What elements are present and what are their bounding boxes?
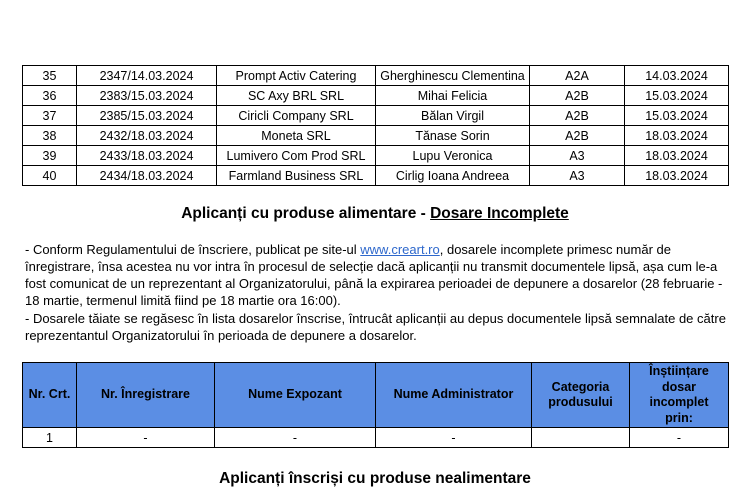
- cell-registration: 2433/18.03.2024: [77, 146, 217, 166]
- cell-administrator: Gherghinescu Clementina: [376, 66, 530, 86]
- table-row: [23, 126, 729, 146]
- section-heading-dosare-incomplete: [0, 203, 750, 224]
- header-nume-expozant: Nume Expozant: [215, 363, 376, 428]
- cell-administrator: Bălan Virgil: [376, 106, 530, 126]
- header-instiintare-dosar: Înștiințare dosar incomplet prin:: [630, 363, 729, 428]
- cell-exhibitor: Lumivero Com Prod SRL: [217, 146, 376, 166]
- cell-exhibitor: SC Axy BRL SRL: [217, 86, 376, 106]
- table-row: [23, 86, 729, 106]
- table-row: [23, 106, 729, 126]
- incomplete-dossiers-table: [22, 362, 729, 448]
- heading-underlined: Dosare Incomplete: [430, 205, 569, 222]
- cell-date: 15.03.2024: [625, 86, 729, 106]
- cell-administrator: Cirlig Ioana Andreea: [376, 166, 530, 186]
- cell-category: A2A: [530, 66, 625, 86]
- header-row: [23, 363, 729, 428]
- cell-administrator: Mihai Felicia: [376, 86, 530, 106]
- cell-crt: 37: [23, 106, 77, 126]
- cell-registration: 2432/18.03.2024: [77, 126, 217, 146]
- cell-administrator: Tănase Sorin: [376, 126, 530, 146]
- registered-applicants-table: [22, 65, 729, 186]
- section-heading-nealimentare: Aplicanți înscriși cu produse nealimentare: [219, 470, 531, 487]
- cell-category: A2B: [530, 86, 625, 106]
- note-1-text-before: - Conform Regulamentului de înscriere, publicat pe site-ul: [25, 242, 361, 257]
- cell-crt: 38: [23, 126, 77, 146]
- cell-exhibitor: -: [215, 428, 376, 448]
- cell-exhibitor: Prompt Activ Catering: [217, 66, 376, 86]
- table-row: [23, 146, 729, 166]
- cell-date: 18.03.2024: [625, 166, 729, 186]
- cell-category: A3: [530, 166, 625, 186]
- cell-crt: 40: [23, 166, 77, 186]
- note-paragraph-2: - Dosarele tăiate se regăsesc în lista dosarelor înscrise, întrucât aplicanții au depus documentele lipsă semnalate de către reprezentantul Organizatorului în perioada de depunere a dosarelor.: [25, 311, 726, 343]
- cell-crt: 1: [23, 428, 77, 448]
- cell-administrator: -: [376, 428, 532, 448]
- cell-registration: 2385/15.03.2024: [77, 106, 217, 126]
- cell-administrator: Lupu Veronica: [376, 146, 530, 166]
- cell-registration: 2347/14.03.2024: [77, 66, 217, 86]
- heading-prefix: Aplicanți cu produse alimentare -: [181, 205, 431, 222]
- cell-category: A2B: [530, 106, 625, 126]
- header-nume-administrator: Nume Administrator: [376, 363, 532, 428]
- cell-registration: 2383/15.03.2024: [77, 86, 217, 106]
- cell-date: 18.03.2024: [625, 146, 729, 166]
- cell-date: 14.03.2024: [625, 66, 729, 86]
- table-row: [23, 66, 729, 86]
- header-categoria-produsului: Categoria produsului: [532, 363, 630, 428]
- cell-notification: -: [630, 428, 729, 448]
- creart-link[interactable]: www.creart.ro: [360, 242, 440, 257]
- cell-crt: 36: [23, 86, 77, 106]
- cell-date: 18.03.2024: [625, 126, 729, 146]
- table-row: [23, 428, 729, 448]
- cell-category: A2B: [530, 126, 625, 146]
- cell-category: [532, 428, 630, 448]
- cell-exhibitor: Farmland Business SRL: [217, 166, 376, 186]
- cell-exhibitor: Ciricli Company SRL: [217, 106, 376, 126]
- cell-registration: -: [77, 428, 215, 448]
- cell-registration: 2434/18.03.2024: [77, 166, 217, 186]
- notes-block: [25, 241, 729, 344]
- note-1-text-after: , dosarele incomplete primesc număr de înregistrare, însa acestea nu vor intra în procesul de selecție dacă aplicanții nu transmit documentele lipsă, așa cum le-a fost comunicat de un reprezentant al Organizatorului, până la expirarea perioadei de depunere a dosarelor (28 februarie - 18 martie, termenul limită fiind pe 18 martie ora 16:00).: [25, 242, 723, 308]
- header-nr-crt: Nr. Crt.: [23, 363, 77, 428]
- cell-exhibitor: Moneta SRL: [217, 126, 376, 146]
- table-row: [23, 166, 729, 186]
- note-paragraph-1: [25, 241, 729, 309]
- cell-date: 15.03.2024: [625, 106, 729, 126]
- header-nr-inregistrare: Nr. Înregistrare: [77, 363, 215, 428]
- cell-crt: 35: [23, 66, 77, 86]
- cell-crt: 39: [23, 146, 77, 166]
- cell-category: A3: [530, 146, 625, 166]
